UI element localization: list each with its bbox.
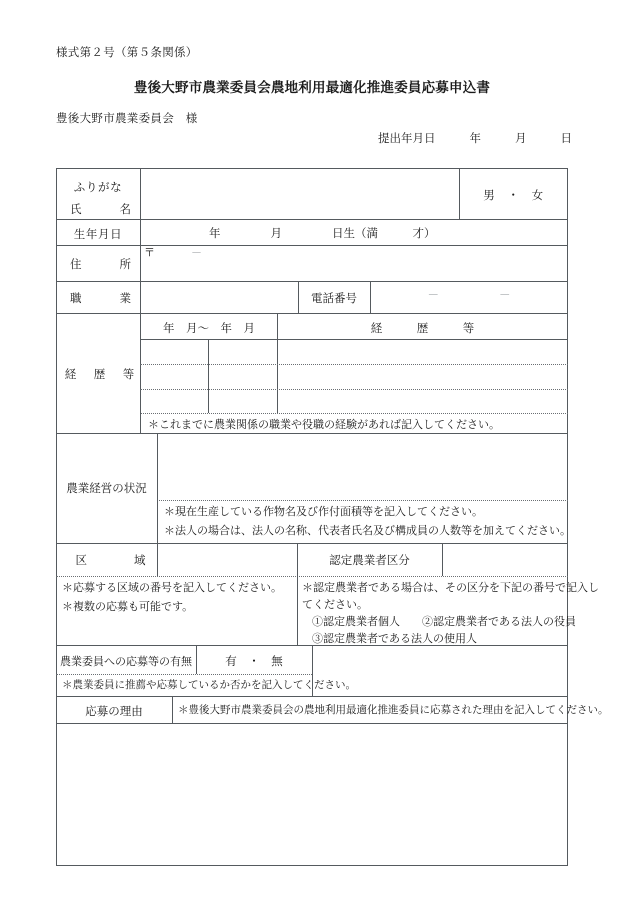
reason-note: ＊豊後大野市農業委員会の農地利用最適化推進委員に応募された理由を記入してください。 [178, 705, 609, 716]
name-label: 氏 名 [70, 204, 136, 216]
certified-farmer-field[interactable] [443, 543, 568, 576]
career-row-1-period-to[interactable] [209, 339, 277, 364]
farm-status-note-2: ＊法人の場合は、法人の名称、代表者氏名及び構成員の人数等を加えてください。 [164, 525, 571, 537]
reason-input-area[interactable] [57, 724, 567, 865]
addressee: 豊後大野市農業委員会 様 [56, 113, 198, 125]
birthdate-label: 生年月日 [73, 229, 123, 241]
farm-status-label: 農業経営の状況 [66, 483, 147, 495]
career-row-1-detail[interactable] [278, 339, 568, 364]
committee-application-selector[interactable]: 有 ・ 無 [225, 656, 283, 668]
rule-reason-label-col [172, 696, 173, 723]
rule-occupation-bottom [56, 313, 568, 314]
birth-day-age[interactable]: 日生（満 才） [332, 228, 436, 240]
postal-code-mark: 〒 [144, 247, 155, 259]
submission-date-line [378, 130, 572, 146]
committee-note: ＊農業委員に推薦や応募しているか否かを記入してください。 [62, 680, 356, 691]
career-row-2-period-to[interactable] [209, 365, 277, 389]
gender-selector[interactable]: 男 ・ 女 [483, 190, 544, 202]
certified-note-4: ③認定農業者である法人の使用人 [312, 633, 477, 645]
area-label: 区 域 [75, 555, 154, 567]
area-note-1: ＊応募する区域の番号を記入してください。 [62, 582, 282, 594]
certified-note-2: てください。 [302, 599, 368, 611]
rule-farm-note-top [157, 500, 568, 501]
rule-name-bottom [56, 219, 568, 220]
furigana-label: ふりがな [73, 182, 123, 194]
career-row-2-detail[interactable] [278, 365, 568, 389]
rule-area-header-bottom [56, 576, 568, 577]
page-title: 豊後大野市農業委員会農地利用最適化推進委員応募申込書 [133, 80, 491, 95]
career-row-3-period-to[interactable] [209, 390, 277, 413]
rule-committee-note-bottom [56, 696, 568, 697]
certified-note-3: ①認定農業者個人 ②認定農業者である法人の役員 [312, 616, 576, 628]
rule-career-note-top [140, 413, 568, 414]
rule-committee-bottom [56, 674, 312, 675]
application-table [56, 168, 609, 866]
career-row-3-period-from[interactable] [141, 390, 208, 413]
submission-day-field[interactable]: 日 [560, 133, 572, 145]
area-note-2: ＊複数の応募も可能です。 [62, 601, 194, 613]
name-input-area[interactable] [141, 168, 459, 219]
birth-month[interactable]: 月 [270, 228, 282, 240]
committee-application-label: 農業委員への応募等の有無 [60, 656, 192, 668]
career-label: 経 歴 等 [64, 369, 138, 381]
postal-code-dash: － [191, 247, 202, 259]
address-label: 住 所 [70, 259, 136, 271]
reason-label: 応募の理由 [85, 706, 143, 718]
birthdate-field[interactable] [141, 226, 567, 243]
career-note: ＊これまでに農業関係の職業や役職の経験があれば記入してください。 [148, 419, 500, 431]
submission-year-field[interactable]: 年 [469, 133, 481, 145]
farm-status-note-1: ＊現在生産している作物名及び作付面積等を記入してください。 [164, 506, 483, 518]
occupation-field[interactable] [141, 281, 298, 313]
career-period-header: 年 月～ 年 月 [163, 323, 255, 335]
career-row-1-period-from[interactable] [141, 339, 208, 364]
career-detail-header: 経 歴 等 [370, 323, 475, 335]
submission-month-field[interactable]: 月 [515, 133, 527, 145]
phone-label: 電話番号 [311, 293, 357, 305]
farm-status-input-area[interactable] [158, 434, 568, 500]
phone-field[interactable] [370, 288, 568, 305]
certified-note-1: ＊認定農業者である場合は、その区分を下記の番号で記入し [302, 582, 599, 594]
birth-year[interactable]: 年 [209, 228, 221, 240]
certified-farmer-label: 認定農業者区分 [329, 555, 410, 567]
career-row-3-detail[interactable] [278, 390, 568, 413]
career-row-2-period-from[interactable] [141, 365, 208, 389]
area-field[interactable] [158, 543, 297, 576]
address-field[interactable] [144, 246, 564, 281]
phone-dash-2: － [499, 290, 511, 302]
phone-dash-1: － [427, 290, 439, 302]
occupation-label: 職 業 [70, 293, 136, 305]
submission-date-label: 提出年月日 [378, 133, 436, 145]
rule-address-bottom [56, 281, 568, 282]
form-number: 様式第２号（第５条関係） [56, 47, 198, 59]
